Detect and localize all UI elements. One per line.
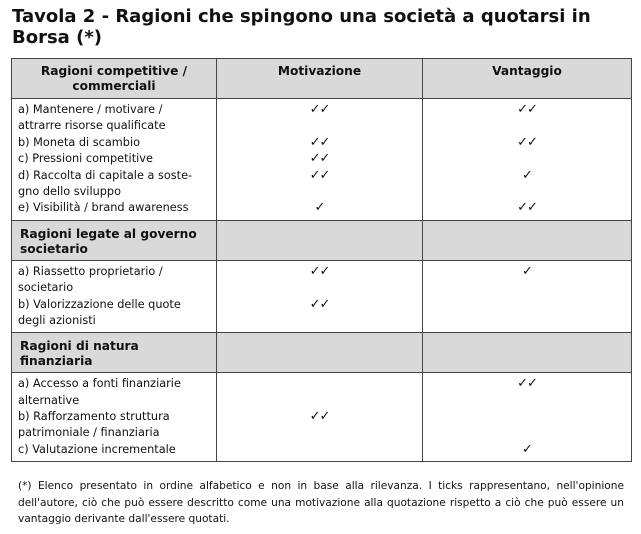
reason-line: b) Rafforzamento struttura (18, 410, 170, 424)
check-icon (217, 184, 422, 200)
footnote: (*) Elenco presentato in ordine alfabetico e non in base alla rilevanza. I ticks rappresentano, nell'opinione dell'autore, ciò che può essere descritto come una motivazione alla quotazione rispetto a ciò che può essere un vantaggio derivante dall'essere quotati. (18, 480, 624, 525)
reason-line: a) Riassetto proprietario / (18, 264, 163, 278)
check-icon (217, 313, 422, 329)
vantaggio-ticks (423, 260, 632, 333)
check-icon: ✓✓ (309, 296, 330, 312)
section-header-governance (12, 220, 632, 260)
check-icon (423, 313, 631, 329)
check-icon (423, 151, 631, 167)
check-icon (217, 442, 422, 458)
header-motivazione: Motivazione (217, 59, 423, 99)
reason-line: d) Raccolta di capitale a soste- (18, 168, 193, 182)
vantaggio-ticks (423, 99, 632, 221)
table-title: Tavola 2 - Ragioni che spingono una società a quotarsi in Borsa (*) (12, 6, 591, 48)
section-body-governance (12, 260, 632, 333)
check-icon: ✓ (314, 200, 325, 216)
check-icon (423, 280, 631, 296)
check-icon (423, 297, 631, 313)
reason-line: degli azionisti (18, 313, 96, 327)
reason-list (12, 260, 217, 333)
check-icon (423, 393, 631, 409)
check-icon: ✓ (522, 167, 532, 183)
reason-line: alternative (18, 393, 80, 407)
section-title: Ragioni legate al governo societario (12, 220, 217, 260)
check-icon: ✓✓ (309, 102, 330, 117)
check-icon (423, 184, 631, 200)
reason-line: c) Pressioni competitive (18, 152, 153, 166)
check-icon: ✓✓ (309, 263, 330, 279)
reason-line: c) Valutazione incrementale (18, 442, 176, 456)
reason-list (12, 373, 217, 462)
check-icon (217, 280, 422, 296)
check-icon (217, 118, 422, 134)
check-icon: ✓ (522, 263, 532, 279)
check-icon: ✓✓ (517, 376, 537, 392)
check-icon: ✓✓ (517, 102, 537, 117)
check-icon (217, 393, 422, 409)
reason-line: a) Accesso a fonti finanziarie (18, 377, 181, 391)
check-icon (217, 376, 422, 392)
reasons-table (11, 58, 632, 462)
section-body-finance (12, 373, 632, 462)
reason-line: attrarre risorse qualificate (18, 119, 166, 133)
check-icon: ✓✓ (517, 134, 537, 150)
reason-line: societario (18, 281, 74, 295)
header-vantaggio: Vantaggio (423, 59, 632, 99)
check-icon: ✓✓ (517, 200, 537, 216)
check-icon: ✓✓ (309, 409, 330, 425)
check-icon (423, 425, 631, 441)
reason-line: b) Valorizzazione delle quote (18, 297, 181, 311)
motivazione-ticks (217, 260, 423, 333)
check-icon: ✓✓ (309, 151, 330, 167)
check-icon (423, 409, 631, 425)
table-header-row (12, 59, 632, 99)
reason-line: a) Mantenere / motivare / (18, 103, 163, 116)
section-header-finance (12, 333, 632, 373)
section-title: Ragioni di natura finanziaria (12, 333, 217, 373)
check-icon: ✓✓ (309, 134, 330, 150)
vantaggio-ticks (423, 373, 632, 462)
reason-line: patrimoniale / finanziaria (18, 426, 160, 440)
check-icon (217, 425, 422, 441)
reason-line: gno dello sviluppo (18, 184, 121, 198)
header-reasons: Ragioni competitive / commerciali (12, 59, 217, 99)
check-icon: ✓✓ (309, 167, 330, 183)
check-icon: ✓ (522, 441, 532, 457)
motivazione-ticks (217, 373, 423, 462)
motivazione-ticks (217, 99, 423, 221)
section-body-competitive (12, 99, 632, 221)
reason-list (12, 99, 217, 221)
reason-line: e) Visibilità / brand awareness (18, 201, 189, 215)
check-icon (423, 118, 631, 134)
reason-line: b) Moneta di scambio (18, 135, 141, 149)
